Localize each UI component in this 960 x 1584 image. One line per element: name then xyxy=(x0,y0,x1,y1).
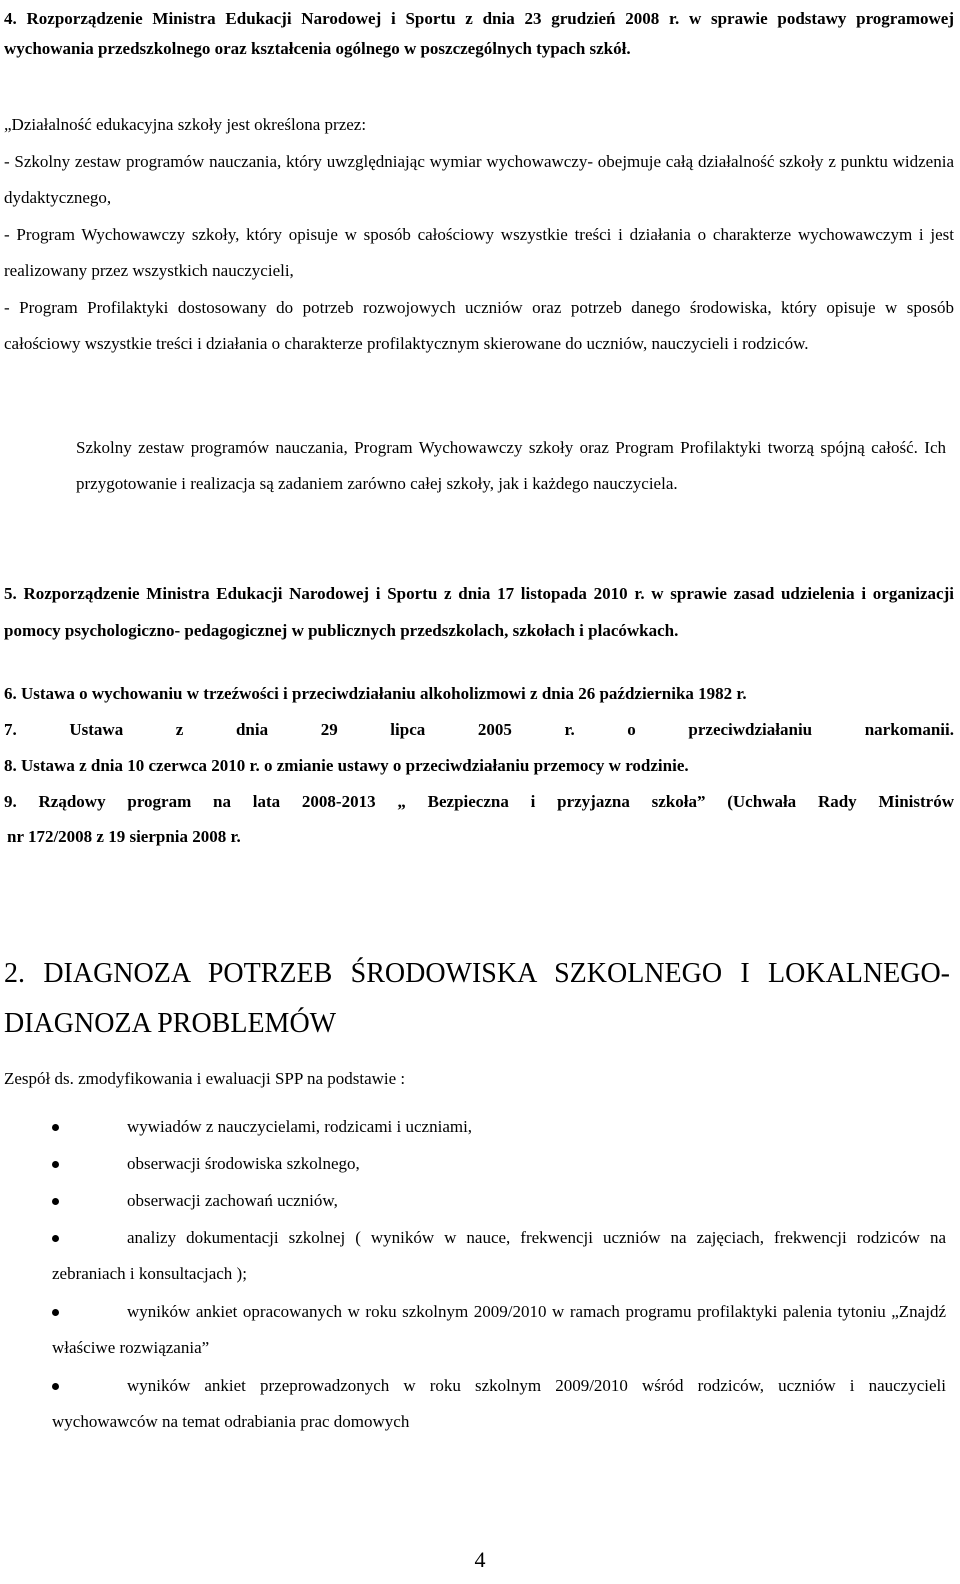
summary-paragraph: Szkolny zestaw programów nauczania, Program Wychowawczy szkoły oraz Program Profilaktyki tworzą spójną całość. Ich przygotowanie i realizacja są zadaniem zarówno całej szkoły, jak i każdego nauczyciela. xyxy=(76,438,946,493)
bullet-icon xyxy=(52,1235,59,1242)
list-item-text: wyników ankiet przeprowadzonych w roku szkolnym 2009/2010 wśród rodziców, uczniów i nauczycieli wychowawców na temat odrabiania prac domowych xyxy=(52,1376,946,1431)
bullet-icon xyxy=(52,1383,59,1390)
list-item xyxy=(52,1146,946,1182)
legal-reference-item-5: 5. Rozporządzenie Ministra Edukacji Narodowej i Sportu z dnia 17 listopada 2010 r. w sprawie zasad udzielenia i organizacji pomocy psychologiczno- pedagogicznej w publicznych przedszkolach, szkołach i placówkach. xyxy=(4,584,954,640)
list-item-text: obserwacji zachowań uczniów, xyxy=(127,1191,338,1210)
section-intro: Zespół ds. zmodyfikowania i ewaluacji SPP na podstawie : xyxy=(4,1069,406,1088)
list-item xyxy=(52,1183,946,1219)
section-heading: 2. DIAGNOZA POTRZEB ŚRODOWISKA SZKOLNEGO I LOKALNEGO- DIAGNOZA PROBLEMÓW xyxy=(4,958,950,1039)
list-item-text: wywiadów z nauczycielami, rodzicami i uczniami, xyxy=(127,1117,473,1136)
quote-point-prevention-program: - Program Profilaktyki dostosowany do potrzeb rozwojowych uczniów oraz potrzeb danego środowiska, który opisuje w sposób całościowy wszystkie treści i działania o charakterze profilaktycznym skierowane do uczniów, nauczycieli i rodziców. xyxy=(4,297,954,353)
bullet-icon xyxy=(52,1309,59,1316)
quote-intro: „Działalność edukacyjna szkoły jest określona przez: xyxy=(4,115,367,134)
list-item xyxy=(52,1368,946,1440)
list-item-text: wyników ankiet opracowanych w roku szkolnym 2009/2010 w ramach programu profilaktyki palenia tytoniu „Znajdź właściwe rozwiązania” xyxy=(52,1302,946,1357)
bullet-icon xyxy=(52,1124,59,1131)
quote-point-educational-program: - Program Wychowawczy szkoły, który opisuje w sposób całościowy wszystkie treści i działania o charakterze wychowawczym i jest realizowany przez wszystkich nauczycieli, xyxy=(4,224,954,280)
list-item xyxy=(52,1220,946,1292)
legal-reference-item-7: 7. Ustawa z dnia 29 lipca 2005 r. o przeciwdziałaniu narkomanii. xyxy=(4,720,954,739)
legal-reference-item-6: 6. Ustawa o wychowaniu w trzeźwości i przeciwdziałaniu alkoholizmowi z dnia 26 października 1982 r. xyxy=(4,684,747,703)
list-item-text: analizy dokumentacji szkolnej ( wyników w nauce, frekwencji uczniów na zajęciach, frekwencji rodziców na zebraniach i konsultacjach ); xyxy=(52,1228,946,1283)
bullet-icon xyxy=(52,1198,59,1205)
list-item xyxy=(52,1109,946,1145)
legal-reference-item-4: 4. Rozporządzenie Ministra Edukacji Narodowej i Sportu z dnia 23 grudzień 2008 r. w sprawie podstawy programowej wychowania przedszkolnego oraz kształcenia ogólnego w poszczególnych typach szkół. xyxy=(4,9,954,58)
quote-point-curriculum: - Szkolny zestaw programów nauczania, który uwzględniając wymiar wychowawczy- obejmuje całą działalność szkoły z punktu widzenia dydaktycznego, xyxy=(4,151,954,207)
page-number: 4 xyxy=(474,1547,486,1572)
legal-reference-item-9-continued: nr 172/2008 z 19 sierpnia 2008 r. xyxy=(7,827,241,846)
legal-reference-item-9: 9. Rządowy program na lata 2008-2013 „ Bezpieczna i przyjazna szkoła” (Uchwała Rady Ministrów xyxy=(4,792,954,811)
bullet-icon xyxy=(52,1161,59,1168)
quote-block xyxy=(4,107,954,363)
legal-reference-item-8: 8. Ustawa z dnia 10 czerwca 2010 r. o zmianie ustawy o przeciwdziałaniu przemocy w rodzinie. xyxy=(4,756,689,775)
list-item xyxy=(52,1294,946,1366)
list-item-text: obserwacji środowiska szkolnego, xyxy=(127,1154,360,1173)
